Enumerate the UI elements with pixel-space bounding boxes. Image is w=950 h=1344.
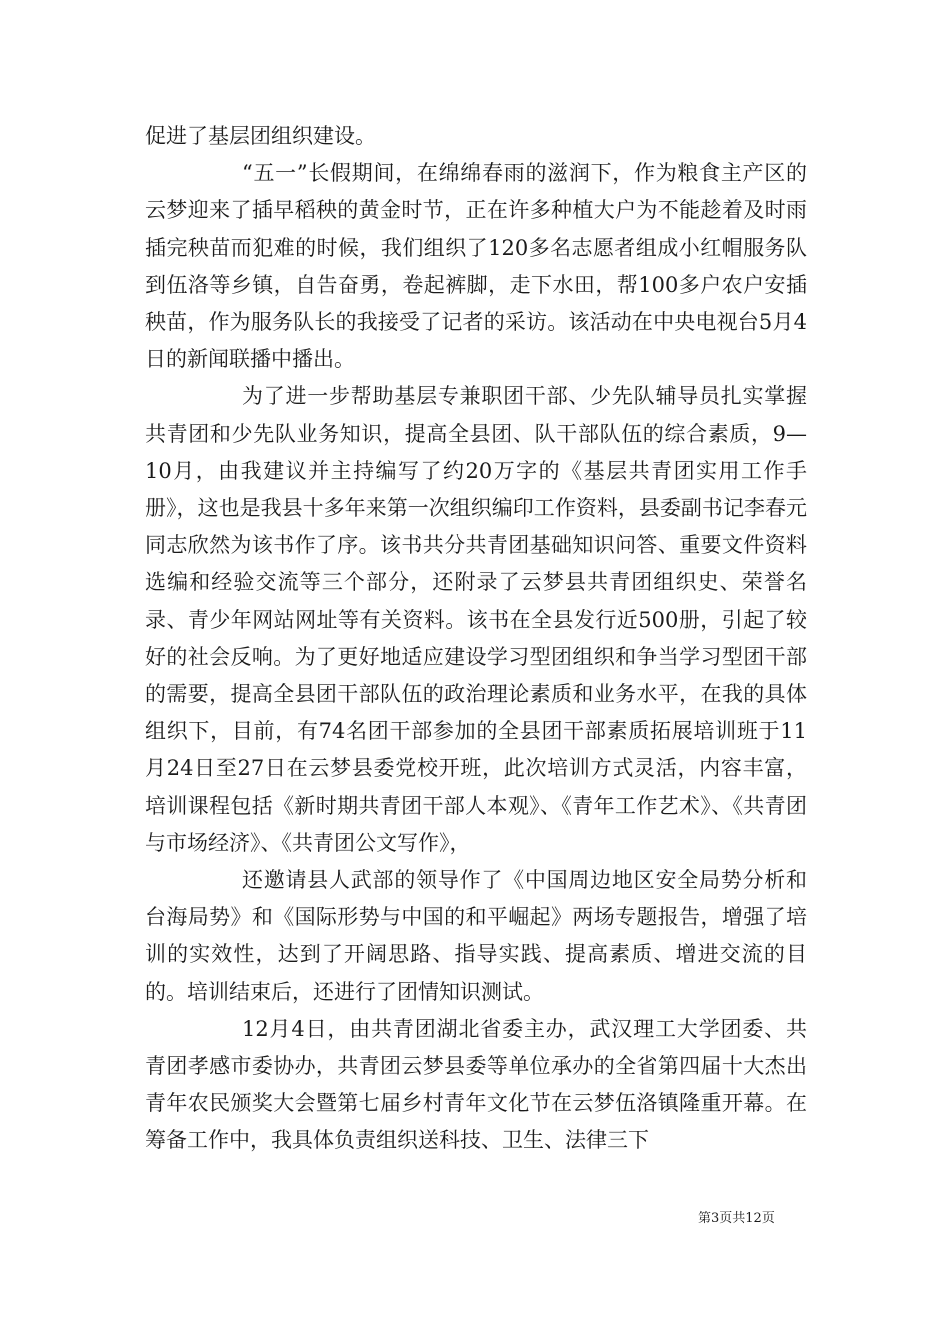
document-body: [145, 118, 807, 1160]
paragraph-may-day-volunteers: “五一”长假期间，在绵绵春雨的滋润下，作为粮食主产区的云梦迎来了插早稻秧的黄金时节，正在许多种植大户为不能趁着及时雨插完秧苗而犯难的时候，我们组织了120多名志愿者组成小红帽服务队到伍洛等乡镇，自告奋勇，卷起裤脚，走下水田，帮100多户农户安插秧苗，作为服务队长的我接受了记者的采访。该活动在中央电视台5月4日的新闻联播中播出。: [145, 161, 807, 372]
paragraph-award-ceremony: 12月4日，由共青团湖北省委主办，武汉理工大学团委、共青团孝感市委协办，共青团云梦县委等单位承办的全省第四届十大杰出青年农民颁奖大会暨第七届乡村青年文化节在云梦伍洛镇隆重开幕。在筹备工作中，我具体负责组织送科技、卫生、法律三下: [145, 1016, 807, 1153]
paragraph-work-manual-training: 为了进一步帮助基层专兼职团干部、少先队辅导员扎实掌握共青团和少先队业务知识，提高全县团、队干部队伍的综合素质，9—10月，由我建议并主持编写了约20万字的《基层共青团实用工作手册》，这也是我县十多年来第一次组织编印工作资料，县委副书记李春元同志欣然为该书作了序。该书共分共青团基础知识问答、重要文件资料选编和经验交流等三个部分，还附录了云梦县共青团组织史、荣誉名录、青少年网站网址等有关资料。该书在全县发行近500册，引起了较好的社会反响。为了更好地适应建设学习型团组织和争当学习型团干部的需要，提高全县团干部队伍的政治理论素质和业务水平，在我的具体组织下，目前，有74名团干部参加的全县团干部素质拓展培训班于11月24日至27日在云梦县委党校开班，此次培训方式灵活，内容丰富，培训课程包括《新时期共青团干部人本观》、《青年工作艺术》、《共青团与市场经济》、《共青团公文写作》，: [145, 384, 807, 855]
paragraph-special-reports: 还邀请县人武部的领导作了《中国周边地区安全局势分析和台海局势》和《国际形势与中国的和平崛起》两场专题报告，增强了培训的实效性，达到了开阔思路、指导实践、提高素质、增进交流的目的。培训结束后，还进行了团情知识测试。: [145, 868, 807, 1004]
page-number-footer: 第3页共12页: [698, 1211, 775, 1226]
paragraph-continuation: 促进了基层团组织建设。: [145, 124, 376, 148]
